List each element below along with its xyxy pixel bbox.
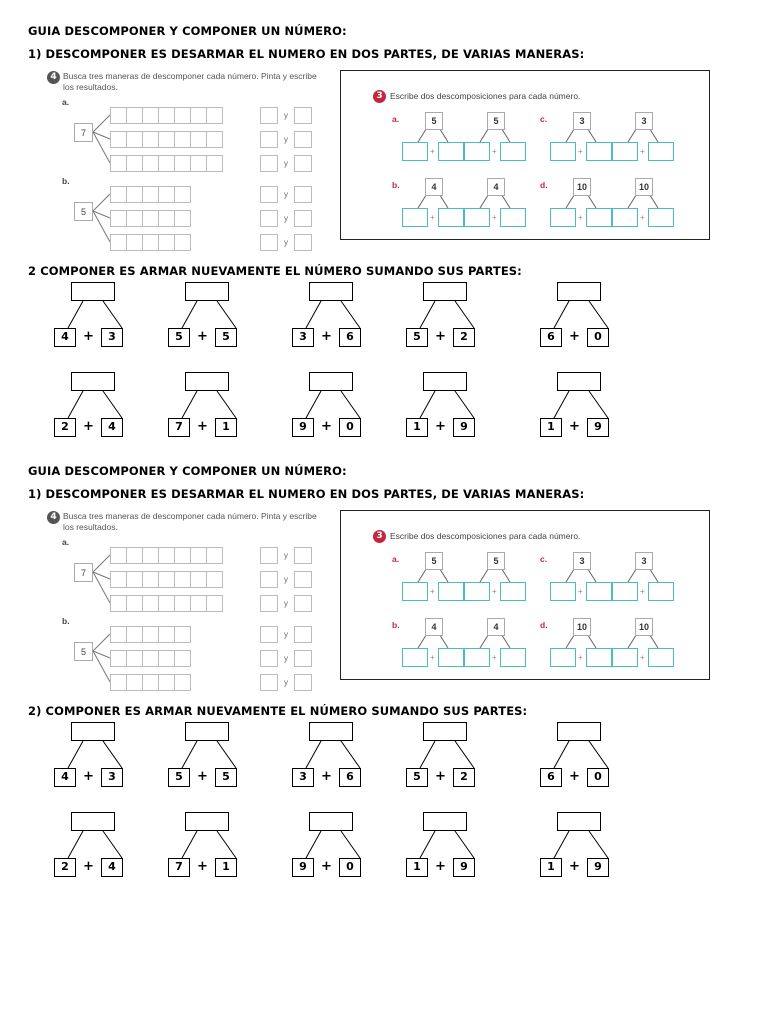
- plus-sign: +: [435, 769, 446, 784]
- target-number-box: 10: [635, 178, 653, 196]
- y-label: y: [284, 135, 288, 144]
- part-input-box[interactable]: [612, 582, 638, 601]
- color-cell-row[interactable]: [110, 626, 190, 643]
- color-cell[interactable]: [158, 650, 175, 667]
- plus-sign: +: [321, 419, 332, 434]
- compose-heading: 2 COMPONER ES ARMAR NUEVAMENTE EL NÚMERO SUMANDO SUS PARTES:: [28, 264, 522, 278]
- part-input-box[interactable]: [438, 582, 464, 601]
- tree-branch-line: [217, 831, 236, 858]
- answer-box[interactable]: [294, 650, 312, 667]
- exercise-item-letter: a.: [62, 537, 70, 547]
- plus-sign: +: [492, 587, 497, 596]
- exercise-item-letter: a.: [392, 554, 400, 564]
- tree-branch-line: [68, 831, 83, 858]
- tree-branch-line: [554, 741, 569, 768]
- color-cell[interactable]: [110, 595, 127, 612]
- tree-branch-line: [306, 831, 321, 858]
- plus-sign: +: [435, 419, 446, 434]
- part-input-box[interactable]: [500, 648, 526, 667]
- y-label: y: [284, 111, 288, 120]
- plus-sign: +: [435, 329, 446, 344]
- addend-box: 0: [339, 858, 361, 877]
- plus-sign: +: [578, 147, 583, 156]
- addend-box: 2: [54, 418, 76, 437]
- addend-box: 4: [101, 418, 123, 437]
- target-number-box: 5: [487, 112, 505, 130]
- answer-box[interactable]: [260, 547, 278, 564]
- color-cell[interactable]: [126, 650, 143, 667]
- color-cell[interactable]: [206, 571, 223, 588]
- addend-box: 5: [215, 768, 237, 787]
- tree-branch-line: [589, 831, 608, 858]
- addend-box: 5: [215, 328, 237, 347]
- color-cell[interactable]: [142, 626, 159, 643]
- worksheet-title: GUIA DESCOMPONER Y COMPONER UN NÚMERO:: [28, 464, 347, 478]
- y-label: y: [284, 599, 288, 608]
- part-input-box[interactable]: [402, 648, 428, 667]
- color-cell[interactable]: [190, 571, 207, 588]
- addend-box: 4: [101, 858, 123, 877]
- source-number-box: 7: [74, 123, 93, 142]
- y-label: y: [284, 214, 288, 223]
- target-number-box: 10: [573, 178, 591, 196]
- sum-answer-box[interactable]: [185, 722, 229, 741]
- plus-sign: +: [640, 653, 645, 662]
- source-number-box: 5: [74, 642, 93, 661]
- target-number-box: 5: [425, 552, 443, 570]
- color-cell[interactable]: [158, 626, 175, 643]
- addend-box: 6: [540, 328, 562, 347]
- part-input-box[interactable]: [550, 648, 576, 667]
- exercise-item-letter: d.: [540, 180, 548, 190]
- color-cell[interactable]: [190, 547, 207, 564]
- plus-sign: +: [578, 213, 583, 222]
- addend-box: 0: [587, 768, 609, 787]
- plus-sign: +: [321, 769, 332, 784]
- addend-box: 0: [339, 418, 361, 437]
- color-cell[interactable]: [126, 571, 143, 588]
- y-label: y: [284, 159, 288, 168]
- plus-sign: +: [83, 419, 94, 434]
- y-label: y: [284, 190, 288, 199]
- addend-box: 0: [587, 328, 609, 347]
- part-input-box[interactable]: [586, 648, 612, 667]
- source-number-box: 7: [74, 563, 93, 582]
- addend-box: 7: [168, 418, 190, 437]
- color-cell[interactable]: [174, 650, 191, 667]
- addend-box: 2: [54, 858, 76, 877]
- target-number-box: 5: [425, 112, 443, 130]
- color-cell-row[interactable]: [110, 674, 190, 691]
- exercise-item-letter: c.: [540, 554, 548, 564]
- part-input-box[interactable]: [586, 582, 612, 601]
- target-number-box: 4: [425, 618, 443, 636]
- exercise-item-letter: d.: [540, 620, 548, 630]
- plus-sign: +: [197, 419, 208, 434]
- exercise-number-badge: 3: [373, 530, 386, 543]
- sum-answer-box[interactable]: [423, 812, 467, 831]
- exercise-instruction: Busca tres maneras de descomponer cada número. Pinta y escribe: [63, 511, 317, 521]
- color-cell[interactable]: [126, 595, 143, 612]
- sum-answer-box[interactable]: [71, 722, 115, 741]
- tree-branch-line: [589, 741, 608, 768]
- addend-box: 3: [292, 768, 314, 787]
- sum-answer-box[interactable]: [423, 722, 467, 741]
- color-cell[interactable]: [158, 571, 175, 588]
- part-input-box[interactable]: [612, 648, 638, 667]
- color-cell[interactable]: [158, 547, 175, 564]
- color-cell-row[interactable]: [110, 595, 222, 612]
- color-cell[interactable]: [110, 547, 127, 564]
- part-input-box[interactable]: [648, 648, 674, 667]
- plus-sign: +: [569, 419, 580, 434]
- color-cell[interactable]: [126, 626, 143, 643]
- color-cell[interactable]: [174, 626, 191, 643]
- exercise-number-badge: 3: [373, 90, 386, 103]
- addend-box: 3: [292, 328, 314, 347]
- part-input-box[interactable]: [550, 582, 576, 601]
- sum-answer-box[interactable]: [309, 812, 353, 831]
- exercise-number-badge: 4: [47, 511, 60, 524]
- addend-box: 9: [292, 418, 314, 437]
- color-cell[interactable]: [142, 650, 159, 667]
- decompose-heading: 1) DESCOMPONER ES DESARMAR EL NUMERO EN DOS PARTES, DE VARIAS MANERAS:: [28, 487, 585, 501]
- target-number-box: 10: [635, 618, 653, 636]
- exercise-item-letter: b.: [392, 620, 400, 630]
- branch-arrow-line: [93, 555, 110, 572]
- addend-box: 3: [101, 768, 123, 787]
- part-input-box[interactable]: [464, 582, 490, 601]
- exercise-instruction: Escribe dos descomposiciones para cada número.: [390, 531, 581, 541]
- answer-box[interactable]: [260, 571, 278, 588]
- plus-sign: +: [578, 587, 583, 596]
- plus-sign: +: [435, 859, 446, 874]
- branch-arrow-line: [93, 651, 110, 658]
- plus-sign: +: [569, 859, 580, 874]
- color-cell[interactable]: [174, 674, 191, 691]
- color-cell[interactable]: [110, 674, 127, 691]
- color-cell[interactable]: [126, 674, 143, 691]
- addend-box: 3: [101, 328, 123, 347]
- y-label: y: [284, 654, 288, 663]
- addend-box: 2: [453, 768, 475, 787]
- color-cell-row[interactable]: [110, 547, 222, 564]
- answer-box[interactable]: [294, 547, 312, 564]
- source-number-box: 5: [74, 202, 93, 221]
- exercise-item-letter: b.: [392, 180, 400, 190]
- addend-box: 5: [168, 768, 190, 787]
- color-cell[interactable]: [174, 571, 191, 588]
- color-cell[interactable]: [142, 674, 159, 691]
- sum-answer-box[interactable]: [71, 812, 115, 831]
- sum-answer-box[interactable]: [309, 722, 353, 741]
- tree-branch-line: [182, 831, 197, 858]
- color-cell[interactable]: [126, 547, 143, 564]
- addend-box: 5: [406, 768, 428, 787]
- plus-sign: +: [569, 769, 580, 784]
- part-input-box[interactable]: [500, 582, 526, 601]
- color-cell[interactable]: [110, 650, 127, 667]
- tree-branch-line: [554, 831, 569, 858]
- plus-sign: +: [197, 859, 208, 874]
- tree-branch-line: [420, 831, 435, 858]
- addend-box: 1: [540, 418, 562, 437]
- exercise-instruction: Busca tres maneras de descomponer cada número. Pinta y escribe: [63, 71, 317, 81]
- sum-answer-box[interactable]: [557, 812, 601, 831]
- plus-sign: +: [430, 653, 435, 662]
- plus-sign: +: [578, 653, 583, 662]
- target-number-box: 3: [635, 552, 653, 570]
- plus-sign: +: [492, 653, 497, 662]
- color-cell[interactable]: [158, 595, 175, 612]
- exercise-item-letter: b.: [62, 176, 70, 186]
- target-number-box: 3: [573, 552, 591, 570]
- tree-branch-line: [455, 831, 474, 858]
- tree-branch-line: [217, 741, 236, 768]
- exercise-instruction: los resultados.: [63, 522, 118, 532]
- addend-box: 9: [587, 858, 609, 877]
- color-cell[interactable]: [174, 547, 191, 564]
- target-number-box: 5: [487, 552, 505, 570]
- plus-sign: +: [197, 769, 208, 784]
- target-number-box: 3: [635, 112, 653, 130]
- plus-sign: +: [321, 329, 332, 344]
- plus-sign: +: [492, 213, 497, 222]
- answer-box[interactable]: [294, 595, 312, 612]
- exercise-item-letter: a.: [392, 114, 400, 124]
- answer-box[interactable]: [260, 650, 278, 667]
- color-cell[interactable]: [142, 595, 159, 612]
- worksheet-title: GUIA DESCOMPONER Y COMPONER UN NÚMERO:: [28, 24, 347, 38]
- target-number-box: 10: [573, 618, 591, 636]
- plus-sign: +: [430, 213, 435, 222]
- decompose-heading: 1) DESCOMPONER ES DESARMAR EL NUMERO EN DOS PARTES, DE VARIAS MANERAS:: [28, 47, 585, 61]
- color-cell-row[interactable]: [110, 571, 222, 588]
- color-cell[interactable]: [142, 547, 159, 564]
- plus-sign: +: [569, 329, 580, 344]
- addend-box: 1: [215, 858, 237, 877]
- exercise-instruction: Escribe dos descomposiciones para cada número.: [390, 91, 581, 101]
- plus-sign: +: [430, 587, 435, 596]
- y-label: y: [284, 678, 288, 687]
- part-input-box[interactable]: [648, 582, 674, 601]
- tree-branch-line: [182, 741, 197, 768]
- plus-sign: +: [83, 769, 94, 784]
- color-cell-row[interactable]: [110, 650, 190, 667]
- addend-box: 4: [54, 328, 76, 347]
- branch-arrow-line: [93, 572, 110, 579]
- tree-branch-line: [103, 741, 122, 768]
- plus-sign: +: [197, 329, 208, 344]
- plus-sign: +: [640, 147, 645, 156]
- branch-arrow-line: [93, 572, 110, 603]
- tree-branch-line: [341, 741, 360, 768]
- sum-answer-box[interactable]: [557, 722, 601, 741]
- branch-arrow-line: [93, 651, 110, 682]
- addend-box: 7: [168, 858, 190, 877]
- exercise-number-badge: 4: [47, 71, 60, 84]
- y-label: y: [284, 238, 288, 247]
- part-input-box[interactable]: [438, 648, 464, 667]
- plus-sign: +: [83, 859, 94, 874]
- answer-box[interactable]: [260, 674, 278, 691]
- answer-box[interactable]: [260, 595, 278, 612]
- exercise-instruction: los resultados.: [63, 82, 118, 92]
- part-input-box[interactable]: [464, 648, 490, 667]
- tree-branch-line: [455, 741, 474, 768]
- tree-branch-line: [68, 741, 83, 768]
- y-label: y: [284, 575, 288, 584]
- answer-box[interactable]: [294, 626, 312, 643]
- color-cell[interactable]: [206, 595, 223, 612]
- plus-sign: +: [321, 859, 332, 874]
- y-label: y: [284, 630, 288, 639]
- addend-box: 4: [54, 768, 76, 787]
- addend-box: 5: [168, 328, 190, 347]
- color-cell[interactable]: [206, 547, 223, 564]
- exercise-item-letter: a.: [62, 97, 70, 107]
- addend-box: 5: [406, 328, 428, 347]
- exercise-item-letter: b.: [62, 616, 70, 626]
- answer-box[interactable]: [294, 674, 312, 691]
- addend-box: 9: [453, 418, 475, 437]
- compose-heading: 2) COMPONER ES ARMAR NUEVAMENTE EL NÚMERO SUMANDO SUS PARTES:: [28, 704, 528, 718]
- addend-box: 6: [339, 328, 361, 347]
- addend-box: 1: [406, 418, 428, 437]
- target-number-box: 4: [487, 178, 505, 196]
- addend-box: 1: [540, 858, 562, 877]
- color-cell[interactable]: [142, 571, 159, 588]
- tree-branch-line: [103, 831, 122, 858]
- addend-box: 1: [406, 858, 428, 877]
- answer-box[interactable]: [260, 626, 278, 643]
- color-cell[interactable]: [110, 626, 127, 643]
- addend-box: 1: [215, 418, 237, 437]
- tree-branch-line: [306, 741, 321, 768]
- addend-box: 9: [453, 858, 475, 877]
- branch-arrow-line: [93, 634, 110, 651]
- target-number-box: 4: [487, 618, 505, 636]
- plus-sign: +: [430, 147, 435, 156]
- plus-sign: +: [492, 147, 497, 156]
- addend-box: 9: [292, 858, 314, 877]
- target-number-box: 3: [573, 112, 591, 130]
- plus-sign: +: [83, 329, 94, 344]
- color-cell[interactable]: [110, 571, 127, 588]
- color-cell[interactable]: [190, 595, 207, 612]
- addend-box: 6: [540, 768, 562, 787]
- target-number-box: 4: [425, 178, 443, 196]
- tree-branch-line: [420, 741, 435, 768]
- tree-branch-line: [341, 831, 360, 858]
- exercise-item-letter: c.: [540, 114, 548, 124]
- part-input-box[interactable]: [402, 582, 428, 601]
- plus-sign: +: [640, 587, 645, 596]
- addend-box: 9: [587, 418, 609, 437]
- y-label: y: [284, 551, 288, 560]
- answer-box[interactable]: [294, 571, 312, 588]
- addend-box: 2: [453, 328, 475, 347]
- sum-answer-box[interactable]: [185, 812, 229, 831]
- addend-box: 6: [339, 768, 361, 787]
- plus-sign: +: [640, 213, 645, 222]
- color-cell[interactable]: [158, 674, 175, 691]
- color-cell[interactable]: [174, 595, 191, 612]
